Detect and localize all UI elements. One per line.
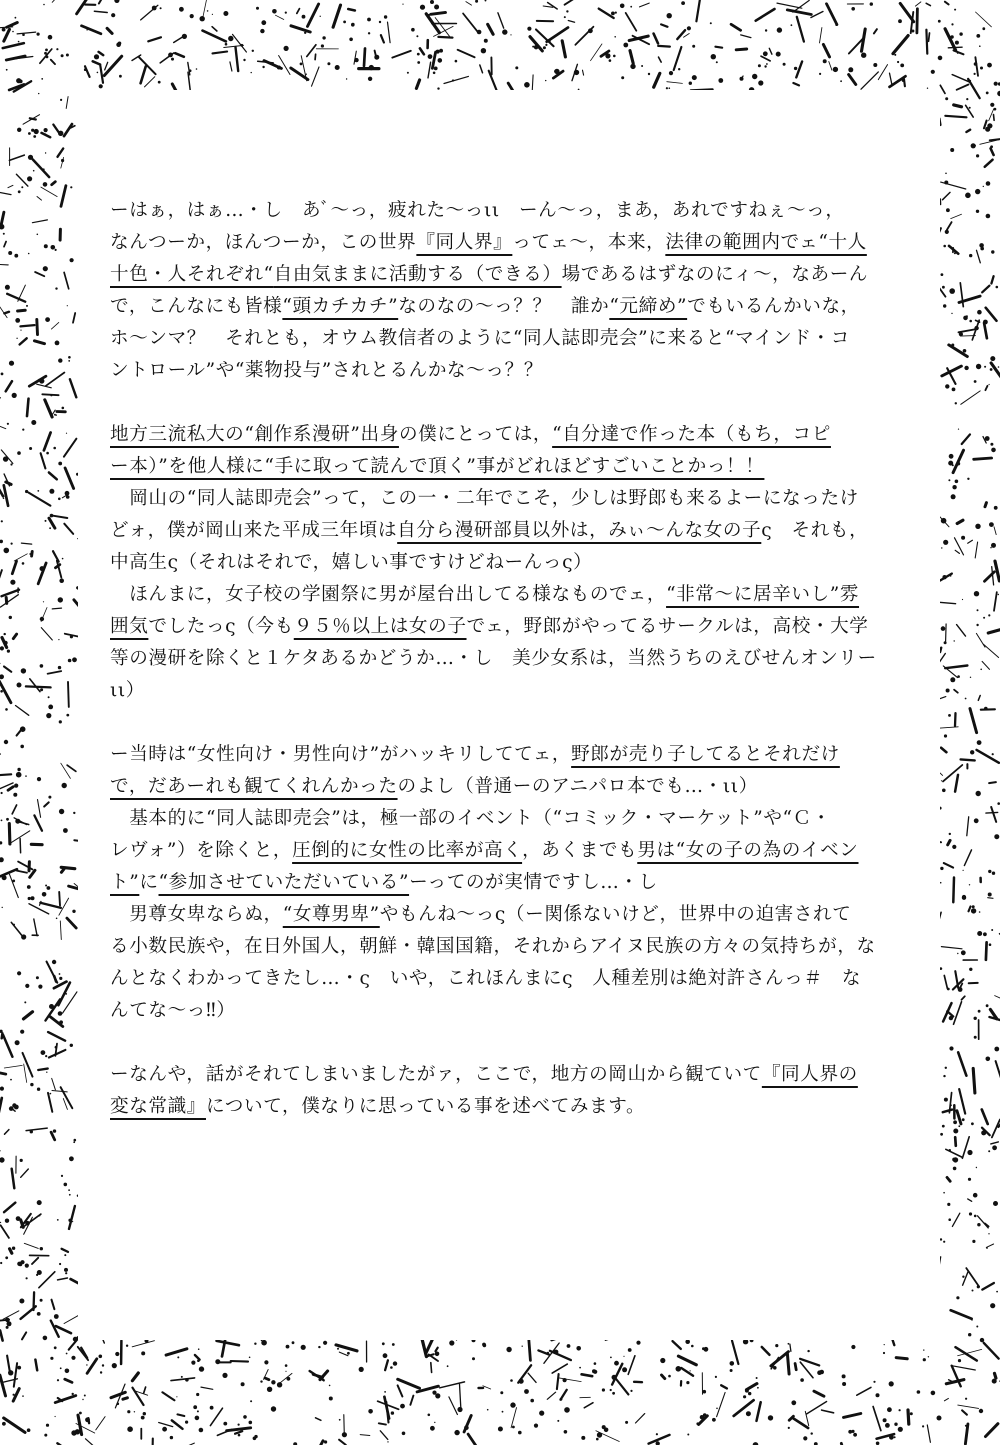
text-segment: どォ，僕が岡山来た平成三年頃は (110, 520, 398, 541)
underlined-phrase: で，だあーれも観てくれんかった (110, 776, 398, 797)
text-segment: ってェ～，本来， (512, 232, 666, 253)
text-segment: 男尊女卑ならぬ， (110, 904, 283, 925)
text-segment: ιι (484, 200, 500, 221)
text-line (110, 899, 910, 931)
text-line (110, 355, 910, 387)
underlined-phrase: 法律の範囲内でェ“十人 (665, 232, 867, 253)
underlined-phrase: “女尊男卑” (282, 904, 380, 925)
underlined-phrase: 圧倒的に女性の比率が高く (292, 840, 523, 861)
text-segment: ーん～っ，まあ，あれですねぇ～っ， (499, 200, 845, 221)
text-segment: なんつーか，ほんつーか，この世界 (110, 232, 417, 253)
text-segment: んてな～っ‼） (110, 1000, 236, 1021)
underlined-phrase: ト” (110, 872, 140, 893)
text-line (110, 995, 910, 1027)
text-line (110, 931, 910, 963)
text-segment: レヴォ”）を除くと， (110, 840, 293, 861)
text-segment: ントロール”や“薬物投与”されとるんかな～っ？？ (110, 360, 544, 381)
text-segment: に (139, 872, 159, 893)
underlined-phrase: 変な常識』 (110, 1096, 206, 1117)
text-segment: ～っ，疲れた～っ (330, 200, 484, 221)
underlined-phrase: ー本）”を他人様に“手に取って読んで頂く”事がどれほどすごいことかっ！！ (110, 456, 765, 477)
underlined-phrase: 十色・人それぞれ“ (110, 264, 274, 285)
text-segment: でェ，野郎がやってるサークルは，高校・大学 (466, 616, 869, 637)
text-segment: ーなんや，話がそれてしまいましたがァ，ここで，地方の岡山から観ていて (110, 1064, 762, 1085)
underlined-phrase: 自分ら漫研部員以外は，みぃ～んな女の子 (397, 520, 762, 541)
text-segment: ー当時は“女性向け・男性向け”がハッキリしててェ， (110, 744, 572, 765)
underlined-phrase: 『同人界』 (416, 232, 513, 253)
underlined-phrase: “元締め” (609, 296, 688, 317)
text-segment: んとなくわかってきたし…・ς いや，これほんまにς 人種差別は絶対許さんっ＃ な (110, 968, 862, 989)
text-line (110, 1059, 910, 1091)
text-line (110, 195, 910, 227)
text-segment: ーってのが実情ですし…・し (409, 872, 658, 893)
text-segment: の僕にとっては， (398, 424, 553, 445)
text-segment: 場であるはずなのにィ～，なあーん (561, 264, 869, 285)
text-segment: ιι） (110, 680, 145, 701)
text-segment: なのなの～っ？？ 誰か (398, 296, 610, 317)
text-line (110, 227, 910, 259)
text-segment: ーはぁ，はぁ…・し あ (110, 200, 331, 221)
text-line (110, 643, 910, 675)
text-line (110, 771, 910, 803)
text-segment: でもいるんかいな， (687, 296, 860, 317)
text-segment: ホ～ンマ？ それとも，オウム教信者のように“同人誌即売会”に来ると“マインド・コ (110, 328, 850, 349)
underlined-phrase: “自分達で作った本（もち，コピ (552, 424, 831, 445)
underlined-phrase: 自由気ままに活動する（できる） (273, 264, 562, 285)
text-line (110, 867, 910, 899)
text-line (110, 675, 910, 707)
text-line (110, 515, 910, 547)
underlined-phrase: “非常～に居辛いし”雰 (666, 584, 860, 605)
paragraph-conclusion (110, 1059, 910, 1123)
text-line (110, 419, 910, 451)
text-line (110, 451, 910, 483)
paragraph-intro (110, 195, 910, 387)
text-line (110, 963, 910, 995)
text-segment: について，僕なりに思っている事を述べてみます。 (205, 1096, 646, 1117)
text-segment: 基本的に“同人誌即売会”は，極一部のイベント（“コミック・マーケット”や“Ｃ・ (110, 808, 832, 829)
underlined-phrase: 地方三流私大の“創作系漫研”出身 (110, 424, 399, 445)
underlined-phrase: “参加させていただいている” (158, 872, 410, 893)
text-line (110, 483, 910, 515)
underlined-phrase: 野郎が売り子してるとそれだけ (571, 744, 840, 765)
text-segment: やもんね～っς（ー関係ないけど，世界中の迫害されて (379, 904, 852, 925)
text-segment: ほんまに，女子校の学園祭に男が屋台出してる様なものでェ， (110, 584, 667, 605)
paragraph-regional-circle (110, 419, 910, 707)
text-segment: で，こんなにも皆様 (110, 296, 283, 317)
underlined-phrase: 男は“女の子の為のイベン (637, 840, 859, 861)
text-segment: 等の漫研を除くと１ケタあるかどうか…・し 美少女系は，当然うちのえびせんオンリー (110, 648, 877, 669)
underlined-phrase: ９５％以上は女の子 (293, 616, 467, 637)
text-segment: のよし（普通ーのアニパロ本でも…・ιι） (397, 776, 758, 797)
text-line (110, 323, 910, 355)
text-line (110, 835, 910, 867)
text-segment: ς それも， (761, 520, 869, 541)
text-line (110, 803, 910, 835)
text-segment: ，あくまでも (522, 840, 638, 861)
text-segment: でしたっς（今も (148, 616, 294, 637)
text-segment: る小数民族や，在日外国人，朝鮮・韓国国籍，それからアイヌ民族の方々の気持ちが，な (110, 936, 876, 957)
text-line (110, 259, 910, 291)
text-line (110, 291, 910, 323)
text-line (110, 611, 910, 643)
text-line (110, 579, 910, 611)
text-segment: 中高生ς（それはそれで，嬉しい事ですけどねーんっς） (110, 552, 593, 573)
text-line (110, 547, 910, 579)
underlined-phrase: 囲気 (110, 616, 149, 637)
text-line (110, 1091, 910, 1123)
text-line (110, 739, 910, 771)
underlined-phrase: “頭カチカチ” (282, 296, 399, 317)
paragraph-gender-ratio (110, 739, 910, 1027)
text-segment: 岡山の“同人誌即売会”って，この一・二年でこそ，少しは野郎も来るよーになったけ (110, 488, 859, 509)
underlined-phrase: 『同人界の (761, 1064, 858, 1085)
